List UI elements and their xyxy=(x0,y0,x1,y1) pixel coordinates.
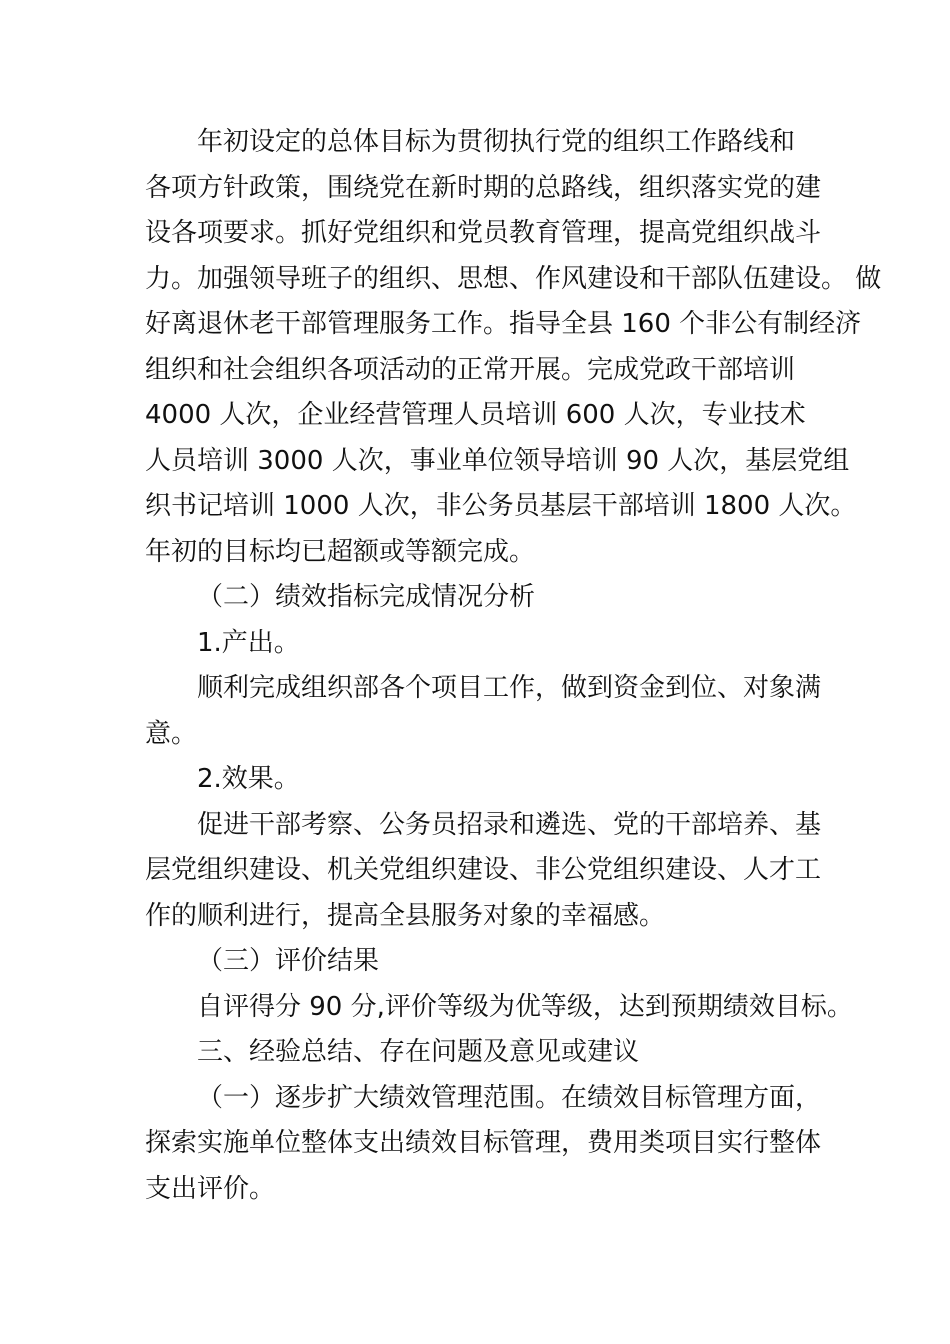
text-line: 自评得分 90 分,评价等级为优等级，达到预期绩效目标。 xyxy=(197,991,853,1022)
section-heading-experience-summary xyxy=(145,1030,810,1076)
text-line: 4000 人次，企业经营管理人员培训 600 人次，专业技术 xyxy=(145,400,806,430)
text-line: （二）绩效指标完成情况分析 xyxy=(197,582,536,612)
paragraph-overall-goals xyxy=(145,120,882,575)
paragraph-evaluation-result xyxy=(145,985,853,1031)
text-line: 各项方针政策，围绕党在新时期的总路线，组织落实党的建 xyxy=(145,172,822,203)
text-line: 层党组织建设、机关党组织建设、非公党组织建设、人才工 xyxy=(145,855,822,885)
text-line: 意。 xyxy=(145,718,198,749)
text-line: 1.产出。 xyxy=(197,627,300,658)
text-line: 设各项要求。抓好党组织和党员教育管理，提高党组织战斗 xyxy=(145,218,822,248)
subheading-output xyxy=(145,621,810,667)
section-heading-evaluation-result xyxy=(145,939,810,985)
text-line: 2.效果。 xyxy=(197,764,300,794)
text-line: 促进干部考察、公务员招录和遴选、党的干部培养、基 xyxy=(197,809,822,840)
text-line: 探索实施单位整体支出绩效目标管理，费用类项目实行整体 xyxy=(145,1128,822,1158)
text-line: 年初设定的总体目标为贯彻执行党的组织工作路线和 xyxy=(197,127,796,157)
document-body xyxy=(145,120,882,1212)
text-line: 三、经验总结、存在问题及意见或建议 xyxy=(197,1037,640,1067)
text-line: 支出评价。 xyxy=(145,1173,276,1204)
text-line: （三）评价结果 xyxy=(197,946,380,976)
text-line: 织书记培训 1000 人次，非公务员基层干部培训 1800 人次。 xyxy=(145,491,857,521)
text-line: 好离退休老干部管理服务工作。指导全县 160 个非公有制经济 xyxy=(145,309,862,339)
section-heading-indicator-analysis xyxy=(145,575,810,621)
text-line: 作的顺利进行，提高全县服务对象的幸福感。 xyxy=(145,900,666,931)
paragraph-effect xyxy=(145,803,822,940)
text-line: 组织和社会组织各项活动的正常开展。完成党政干部培训 xyxy=(145,354,796,385)
paragraph-output xyxy=(145,666,822,757)
text-line: 人员培训 3000 人次，事业单位领导培训 90 人次，基层党组 xyxy=(145,445,850,476)
text-line: 年初的目标均已超额或等额完成。 xyxy=(145,536,536,567)
text-line: 力。加强领导班子的组织、思想、作风建设和干部队伍建设。 做 xyxy=(145,263,882,294)
subheading-effect xyxy=(145,757,810,803)
paragraph-expand-performance-management xyxy=(145,1076,822,1213)
text-line: （一）逐步扩大绩效管理范围。在绩效目标管理方面， xyxy=(197,1082,822,1113)
text-line: 顺利完成组织部各个项目工作，做到资金到位、对象满 xyxy=(197,673,822,703)
